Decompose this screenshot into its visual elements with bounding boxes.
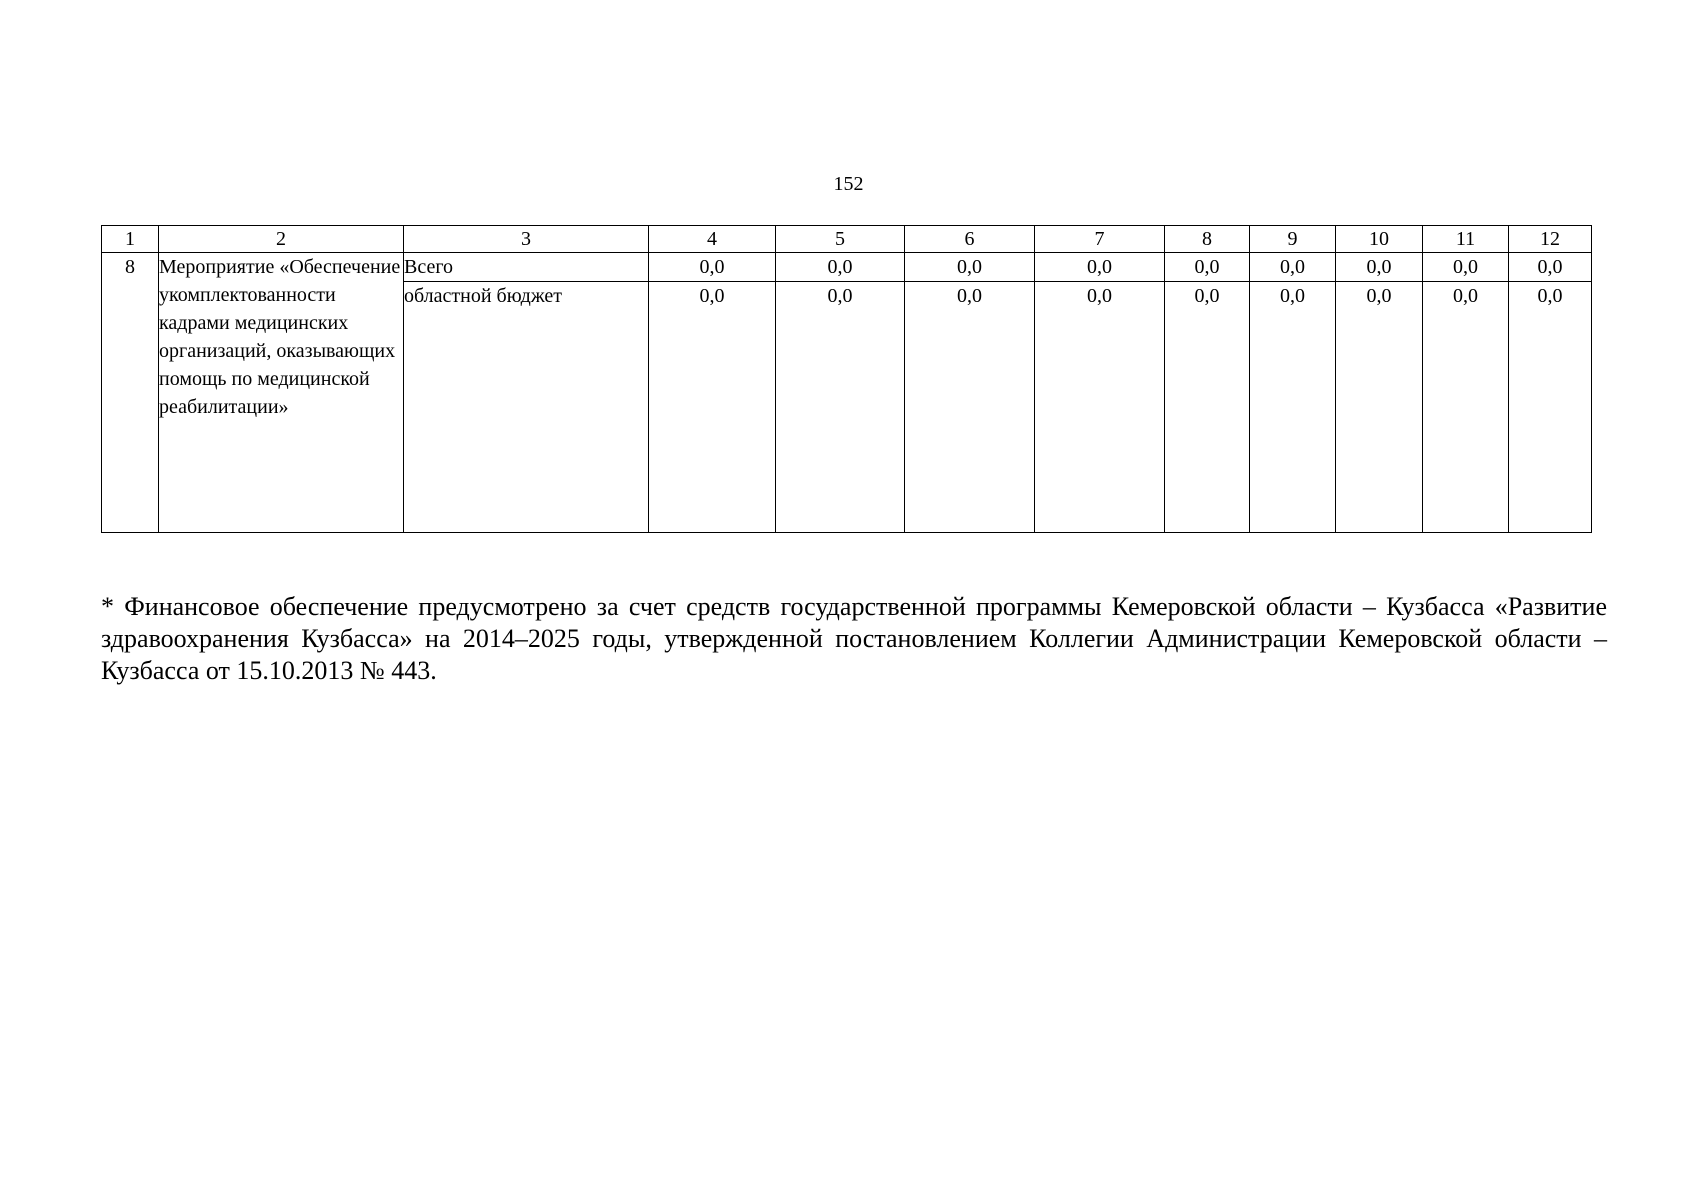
value-cell: 0,0 — [1250, 253, 1336, 282]
value-cell: 0,0 — [776, 253, 905, 282]
funding-source-label: Всего — [404, 253, 649, 282]
value-cell: 0,0 — [1035, 253, 1165, 282]
value-cell: 0,0 — [1423, 253, 1509, 282]
column-number: 1 — [102, 226, 159, 253]
column-number-row — [102, 226, 1592, 253]
column-number: 6 — [905, 226, 1035, 253]
column-number: 4 — [649, 226, 776, 253]
value-cell: 0,0 — [1165, 282, 1250, 533]
value-cell: 0,0 — [905, 282, 1035, 533]
value-cell: 0,0 — [1509, 253, 1592, 282]
column-number: 11 — [1423, 226, 1509, 253]
column-number: 5 — [776, 226, 905, 253]
value-cell: 0,0 — [1336, 282, 1423, 533]
table-row-total — [102, 253, 1592, 282]
page-number: 152 — [833, 173, 864, 195]
value-cell: 0,0 — [1165, 253, 1250, 282]
value-cell: 0,0 — [1250, 282, 1336, 533]
value-cell: 0,0 — [649, 282, 776, 533]
column-number: 9 — [1250, 226, 1336, 253]
funding-source-label: областной бюджет — [404, 282, 649, 533]
value-cell: 0,0 — [776, 282, 905, 533]
column-number: 2 — [159, 226, 404, 253]
value-cell: 0,0 — [1423, 282, 1509, 533]
value-cell: 0,0 — [1509, 282, 1592, 533]
column-number: 7 — [1035, 226, 1165, 253]
column-number: 3 — [404, 226, 649, 253]
column-number: 10 — [1336, 226, 1423, 253]
value-cell: 0,0 — [1336, 253, 1423, 282]
value-cell: 0,0 — [649, 253, 776, 282]
row-number: 8 — [102, 253, 159, 533]
footnote: * Финансовое обеспечение предусмотрено за счет средств государственной программы Кемеровской области – Кузбасса «Развитие здравоохранения Кузбасса» на 2014–2025 годы, утвержденной постановлением Коллегии Администрации Кемеровской области – Кузбасса от 15.10.2013 № 443. — [101, 592, 1607, 685]
value-cell: 0,0 — [905, 253, 1035, 282]
column-number: 8 — [1165, 226, 1250, 253]
value-cell: 0,0 — [1035, 282, 1165, 533]
measure-name: Мероприятие «Обеспечение укомплектованности кадрами медицинских организаций, оказывающих помощь по медицинской реабилитации» — [159, 253, 404, 533]
column-number: 12 — [1509, 226, 1592, 253]
budget-table — [101, 225, 1592, 533]
